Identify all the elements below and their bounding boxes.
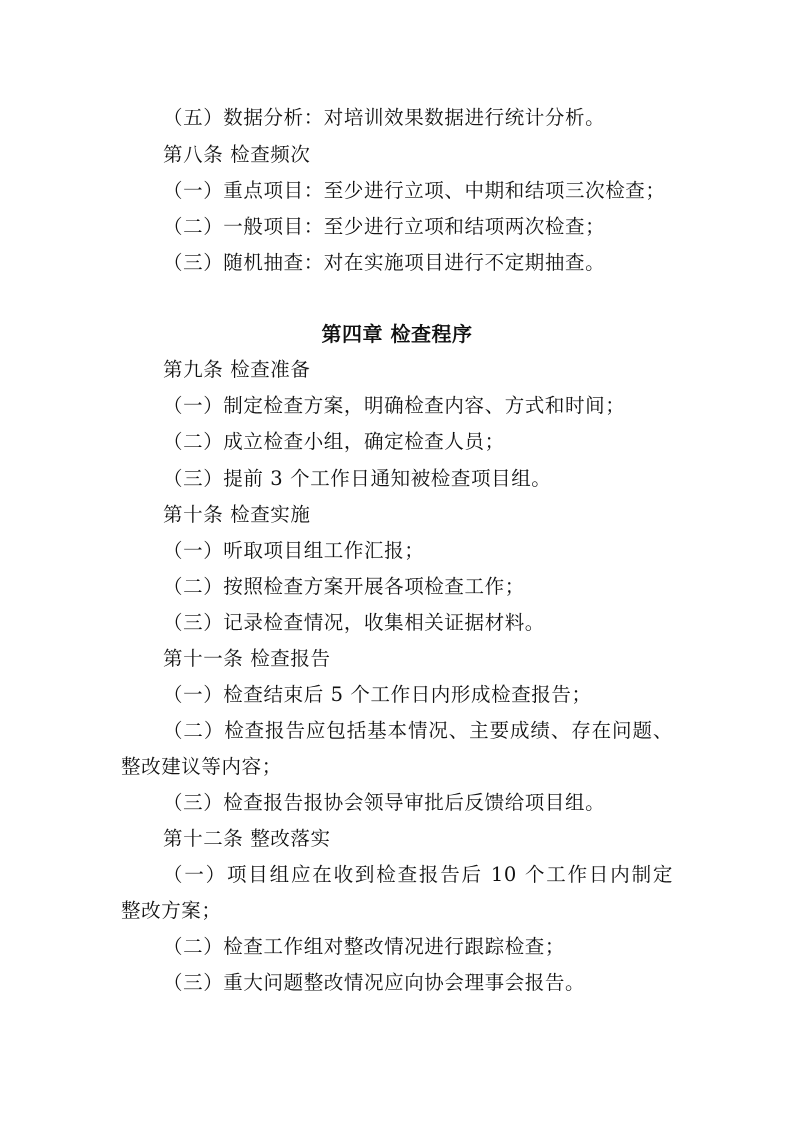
item-1-rectification-plan-continued: 整改方案；	[121, 899, 222, 922]
item-2-report-contents-continued: 整改建议等内容；	[121, 755, 282, 778]
chapter-4-title: 第四章 检查程序	[321, 322, 473, 346]
item-2-general-projects: （二）一般项目：至少进行立项和结项两次检查；	[163, 215, 606, 238]
item-3-major-issues-report: （三）重大问题整改情况应向协会理事会报告。	[163, 971, 586, 994]
item-2-report-contents: （二）检查报告应包括基本情况、主要成绩、存在问题、	[163, 719, 673, 742]
item-3-random-checks: （三）随机抽查：对在实施项目进行不定期抽查。	[163, 251, 606, 274]
item-3-report-approval: （三）检查报告报协会领导审批后反馈给项目组。	[163, 791, 606, 814]
article-12-heading: 第十二条 整改落实	[163, 827, 331, 850]
item-3-advance-notice: （三）提前 3 个工作日通知被检查项目组。	[163, 467, 552, 490]
article-9-heading: 第九条 检查准备	[163, 358, 311, 381]
item-1-inspection-plan: （一）制定检查方案，明确检查内容、方式和时间；	[163, 394, 626, 417]
item-2-follow-up-check: （二）检查工作组对整改情况进行跟踪检查；	[163, 935, 566, 958]
item-5-data-analysis: （五）数据分析：对培训效果数据进行统计分析。	[163, 106, 606, 129]
item-2-inspection-team: （二）成立检查小组，确定检查人员；	[163, 430, 505, 453]
article-8-heading: 第八条 检查频次	[163, 143, 311, 166]
item-1-rectification-plan: （一）项目组应在收到检查报告后 10 个工作日内制定	[163, 863, 673, 886]
article-11-heading: 第十一条 检查报告	[163, 647, 331, 670]
item-3-record-evidence: （三）记录检查情况，收集相关证据材料。	[163, 611, 545, 634]
item-1-key-projects: （一）重点项目：至少进行立项、中期和结项三次检查；	[163, 179, 666, 202]
item-2-carry-out-inspection: （二）按照检查方案开展各项检查工作；	[163, 575, 525, 598]
item-1-hear-report: （一）听取项目组工作汇报；	[163, 539, 425, 562]
item-1-report-deadline: （一）检查结束后 5 个工作日内形成检查报告；	[163, 683, 592, 706]
article-10-heading: 第十条 检查实施	[163, 503, 311, 526]
